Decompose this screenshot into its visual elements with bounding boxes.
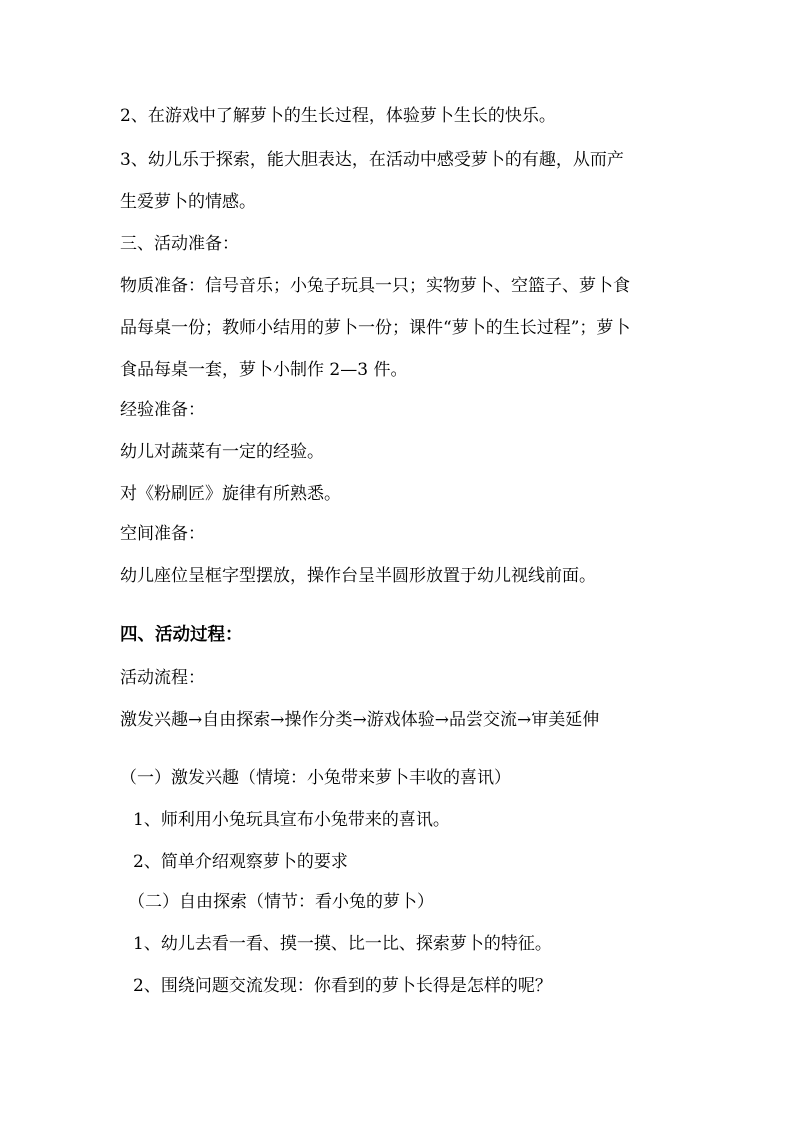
subsection-1-item-2: 2、简单介绍观察萝卜的要求 — [133, 852, 348, 872]
experience-preparation-item-1: 幼儿对蔬菜有一定的经验。 — [120, 442, 324, 462]
material-preparation: 物质准备：信号音乐；小兔子玩具一只；实物萝卜、空篮子、萝卜食 — [120, 276, 630, 296]
material-preparation-continued-2: 食品每桌一套，萝卜小制作 2—3 件。 — [120, 360, 408, 380]
objective-3: 3、幼儿乐于探索，能大胆表达，在活动中感受萝卜的有趣，从而产 — [120, 150, 624, 170]
objective-2: 2、在游戏中了解萝卜的生长过程，体验萝卜生长的快乐。 — [120, 106, 556, 126]
objective-3-continued: 生爱萝卜的情感。 — [120, 192, 256, 212]
space-preparation-label: 空间准备： — [120, 524, 205, 544]
material-preparation-continued-1: 品每桌一份；教师小结用的萝卜一份；课件“萝卜的生长过程”；萝卜 — [120, 318, 631, 338]
subsection-2-item-2: 2、围绕问题交流发现：你看到的萝卜长得是怎样的呢？ — [133, 976, 552, 996]
space-preparation-text: 幼儿座位呈框字型摆放，操作台呈半圆形放置于幼儿视线前面。 — [120, 566, 596, 586]
subsection-2-heading: （二）自由探索（情节：看小兔的萝卜） — [128, 892, 434, 912]
subsection-1-item-1: 1、师利用小兔玩具宣布小兔带来的喜讯。 — [133, 810, 450, 830]
experience-preparation-label: 经验准备： — [120, 400, 205, 420]
section-heading-process: 四、活动过程： — [120, 625, 243, 645]
subsection-2-item-1: 1、幼儿去看一看、摸一摸、比一比、探索萝卜的特征。 — [133, 934, 552, 954]
experience-preparation-item-2: 对《粉刷匠》旋律有所熟悉。 — [120, 484, 341, 504]
subsection-1-heading: （一）激发兴趣（情境：小兔带来萝卜丰收的喜讯） — [120, 768, 511, 788]
activity-flow-steps: 激发兴趣→自由探索→操作分类→游戏体验→品尝交流→审美延伸 — [120, 710, 600, 730]
section-heading-preparation: 三、活动准备： — [120, 234, 239, 254]
activity-flow-label: 活动流程： — [120, 668, 205, 688]
